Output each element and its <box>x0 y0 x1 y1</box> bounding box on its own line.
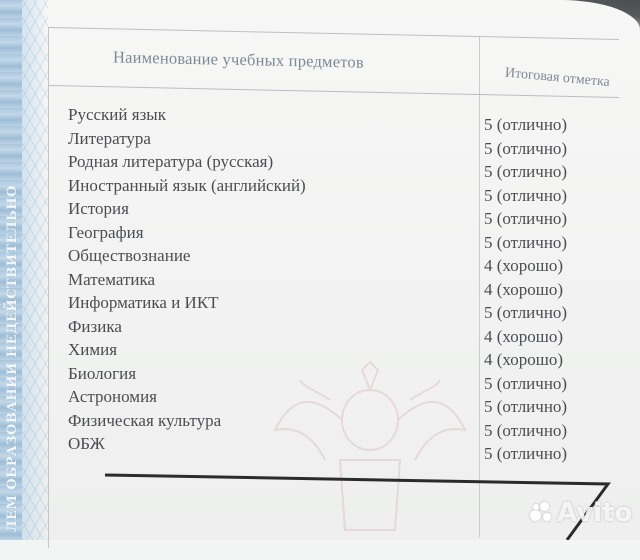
subject-name: Литература <box>68 128 151 148</box>
header-grade: Итоговая отметка <box>504 65 611 91</box>
subject-grade: 4 (хорошо) <box>484 350 564 369</box>
security-strip-text: ЛЕМ ОБРАЗОВАНИИ НЕДЕЙСТВИТЕЛЬНО <box>5 185 20 532</box>
subject-name: ОБЖ <box>68 434 105 453</box>
subject-grade: 5 (отлично) <box>484 444 568 463</box>
subject-grade: 4 (хорошо) <box>484 279 564 299</box>
subject-name: Математика <box>68 269 156 289</box>
subject-name: История <box>68 199 129 218</box>
avito-watermark <box>530 498 632 528</box>
subject-name: География <box>68 222 144 242</box>
subject-grade: 5 (отлично) <box>484 185 568 205</box>
header-subjects: Наименование учебных предметов <box>113 47 364 72</box>
subject-grade: 5 (отлично) <box>484 232 568 252</box>
avito-watermark-text: Avito <box>557 498 633 528</box>
subject-name: Астрономия <box>68 387 157 406</box>
subject-grade: 5 (отлично) <box>484 138 568 158</box>
subject-grade: 5 (отлично) <box>484 209 568 228</box>
subject-name: Химия <box>68 340 118 359</box>
subject-name: Родная литература (русская) <box>68 152 274 171</box>
subject-grade: 5 (отлично) <box>484 303 568 322</box>
subject-grade: 5 (отлично) <box>484 115 568 134</box>
subject-name: Русский язык <box>68 105 166 124</box>
avito-logo-icon <box>530 502 554 524</box>
subject-grade: 5 (отлично) <box>484 397 568 416</box>
subject-grade: 5 (отлично) <box>484 420 568 440</box>
subject-name: Информатика и ИКТ <box>68 293 219 312</box>
subject-grade: 5 (отлично) <box>484 373 568 393</box>
subject-name: Физическая культура <box>68 410 222 430</box>
subject-grade: 5 (отлично) <box>484 162 568 181</box>
subject-grade: 4 (хорошо) <box>484 326 564 346</box>
subject-name: Биология <box>68 363 137 383</box>
subject-name: Иностранный язык (английский) <box>68 175 306 195</box>
subject-name: Обществознание <box>68 246 191 265</box>
subject-grade: 4 (хорошо) <box>484 256 564 275</box>
subject-name: Физика <box>68 316 122 336</box>
